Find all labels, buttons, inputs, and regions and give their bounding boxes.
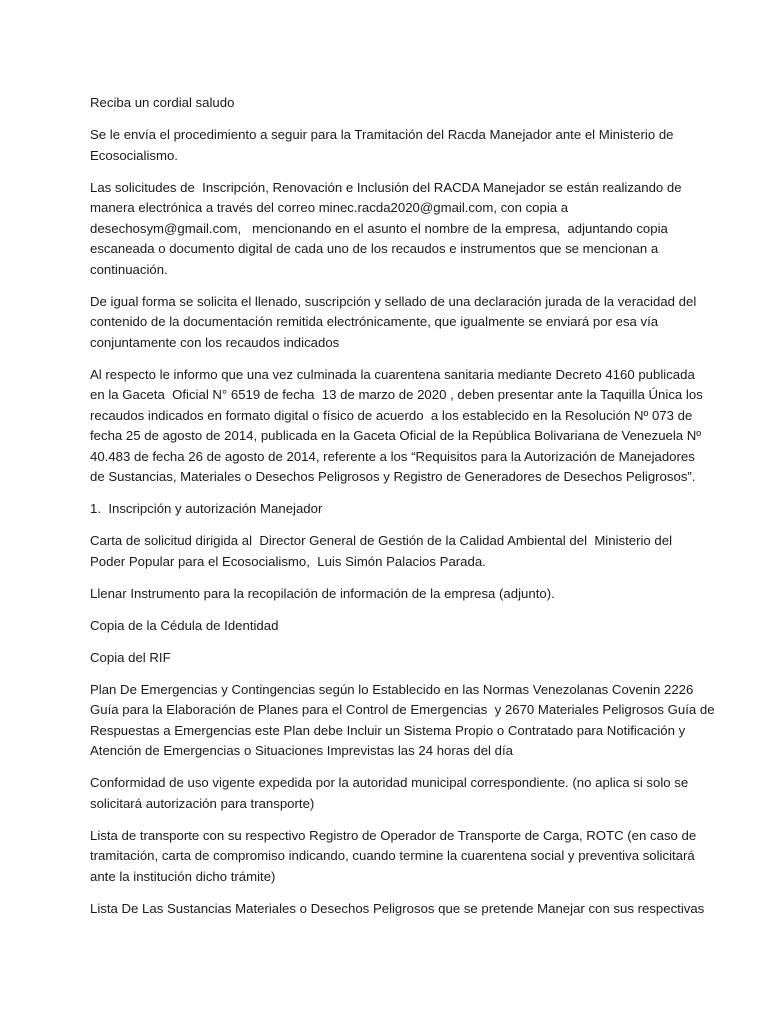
paragraph <box>90 899 705 920</box>
text-line: recaudos indicados en formato digital o físico de acuerdo a los establecido en la Resolución Nº 073 de <box>90 407 693 423</box>
paragraph <box>90 292 697 354</box>
text-line: fecha 25 de agosto de 2014, publicada en la Gaceta Oficial de la República Bolivariana de Venezuela Nº <box>90 428 702 443</box>
text-line: Respuestas a Emergencias este Plan debe Incluir un Sistema Propio o Contratado para Notificación y <box>90 722 686 738</box>
text-line: Poder Popular para el Ecosocialismo, Luis Simón Palacios Parada. <box>90 553 486 569</box>
text-line: Se le envía el procedimiento a seguir para la Tramitación del Racda Manejador ante el Ministerio de <box>90 127 674 142</box>
text-line: Guía para la Elaboración de Planes para el Control de Emergencias y 2670 Materiales Peligrosos Guía de <box>90 702 715 717</box>
text-line: Copia de la Cédula de Identidad <box>90 617 279 633</box>
text-line: 40.483 de fecha 26 de agosto de 2014, referente a los “Requisitos para la Autorización de Manejadores <box>90 448 695 464</box>
text-line: De igual forma se solicita el llenado, suscripción y sellado de una declaración jurada de la veracidad del <box>90 293 697 309</box>
text-line: Lista De Las Sustancias Materiales o Desechos Peligrosos que se pretende Manejar con sus respectivas <box>90 900 705 916</box>
text-line: tramitación, carta de compromiso indicando, cuando termine la cuarentena social y preventiva solicitará <box>90 848 695 863</box>
text-line: Conformidad de uso vigente expedida por la autoridad municipal correspondiente. (no aplica si solo se <box>90 775 689 790</box>
paragraph <box>90 826 697 888</box>
text-line: Lista de transporte con su respectivo Registro de Operador de Transporte de Carga, ROTC (en caso de <box>90 827 697 843</box>
text-line: Plan De Emergencias y Contingencias según lo Establecido en las Normas Venezolanas Covenin 2226 <box>90 681 694 697</box>
paragraph <box>90 648 686 669</box>
paragraph <box>90 365 703 488</box>
text-line: contenido de la documentación remitida electrónicamente, que igualmente se enviará por esa vía <box>90 314 659 329</box>
text-line: Atención de Emergencias o Situaciones Imprevistas las 24 horas del día <box>90 743 513 758</box>
paragraph <box>90 125 686 166</box>
paragraph <box>90 616 686 637</box>
text-line: Llenar Instrumento para la recopilación de información de la empresa (adjunto). <box>90 585 555 601</box>
paragraph <box>90 531 686 572</box>
text-line: Reciba un cordial saludo <box>90 95 235 110</box>
text-line: en la Gaceta Oficial N° 6519 de fecha 13 de marzo de 2020 , deben presentar ante la Taquilla Única los <box>90 387 703 402</box>
paragraph <box>90 178 686 281</box>
text-line: de Sustancias, Materiales o Desechos Peligrosos y Registro de Generadores de Desechos Peligrosos”. <box>90 469 696 484</box>
text-line: Carta de solicitud dirigida al Director General de Gestión de la Calidad Ambiental del Ministerio del <box>90 533 673 548</box>
text-line: continuación. <box>90 261 168 277</box>
text-line: Al respecto le informo que una vez culminada la cuarentena sanitaria mediante Decreto 4160 publicada <box>90 366 695 382</box>
text-line: conjuntamente con los recaudos indicados <box>90 334 340 350</box>
text-line: 1. Inscripción y autorización Manejador <box>90 501 323 516</box>
document-page <box>90 93 715 931</box>
paragraph <box>90 499 686 520</box>
text-line: Ecosocialismo. <box>90 147 178 163</box>
text-line: desechosym@gmail.com, mencionando en el asunto el nombre de la empresa, adjuntando copia <box>90 220 668 236</box>
text-line: Copia del RIF <box>90 649 171 665</box>
paragraph <box>90 773 689 814</box>
paragraph <box>90 93 686 114</box>
paragraph <box>90 584 686 605</box>
text-line: solicitará autorización para transporte) <box>90 795 315 811</box>
text-line: escaneada o documento digital de cada uno de los recaudos e instrumentos que se mencionan a <box>90 241 659 256</box>
text-line: manera electrónica a través del correo minec.racda2020@gmail.com, con copia a <box>90 200 569 215</box>
paragraph <box>90 680 715 762</box>
text-line: Las solicitudes de Inscripción, Renovación e Inclusión del RACDA Manejador se están realizando de <box>90 179 682 195</box>
text-line: ante la institución dicho trámite) <box>90 868 276 884</box>
